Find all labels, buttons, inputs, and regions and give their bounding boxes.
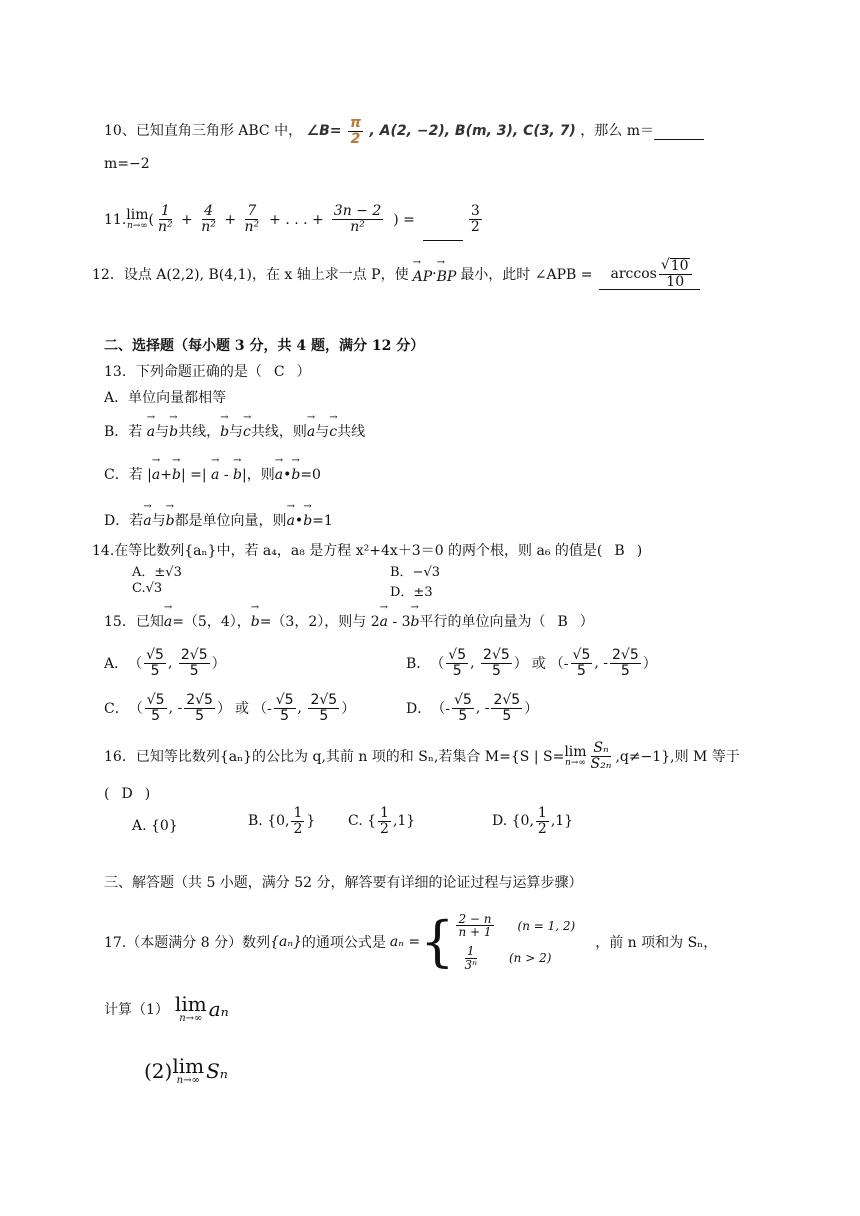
q11-term-3: $\frac{7}{\text{n²}}$: [244, 203, 260, 235]
q13-stem: 13．下列命题正确的是（ C ）: [104, 364, 311, 380]
q15-answer: B: [557, 614, 568, 630]
q16-limit: lim n→∞: [564, 743, 587, 768]
q11-answer: $\frac{3}{2}$: [470, 203, 480, 235]
q17-brace: {: [420, 910, 455, 973]
q17-part2: (2) lim n→∞ Sₙ: [144, 1054, 228, 1086]
q14-option-a: A．±√3: [132, 565, 182, 580]
q11-term-last: $\frac{3n - 2}{\text{n²}}$: [333, 203, 382, 235]
q16-option-b: B. {0, $\frac{1}{2}$ }: [248, 805, 316, 837]
q17-part1: 计算（1） lim n→∞ aₙ: [104, 992, 229, 1024]
q10-points: , A(2, −2), B(m, 3), C(3, 7): [369, 123, 576, 140]
q15-option-b: B． （ $\frac{√5}{5}$ , $\frac{2√5}{5}$ ） 或 （- $\frac{√5}{5}$ , - $\frac{2√5}{5}$ ）: [406, 647, 657, 679]
q13-option-b: B．若 → a与→ b共线，→ b与→ c共线，则→ a与→ c共线: [104, 418, 365, 441]
q13-option-a: A．单位向量都相等: [104, 390, 227, 406]
q15-option-a: A． （ $\frac{√5}{5}$ , $\frac{2√5}{5}$ ）: [104, 647, 226, 679]
q10-pi-fraction: $\frac{\pi}{2}$: [349, 115, 362, 147]
q12-vector-bp: → BP: [437, 263, 457, 285]
q16-answer-line: ( D ): [104, 786, 151, 802]
q15-stem: 15．已知→ a=（5，4），→ b=（3，2），则与 2→ a - 3→ b平行的单位向量为（ B ）: [104, 608, 594, 631]
q14-stem: 14.在等比数列{aₙ}中，若 a₄，a₈ 是方程 x²+4x＋3＝0 的两个根，则 a₆ 的值是( B ): [92, 543, 643, 559]
q14-option-b: B．−√3: [390, 565, 441, 580]
q10-answer: m=−2: [104, 156, 150, 172]
q11-limit: lim n→∞: [126, 207, 149, 231]
q10-angle: ∠B=: [306, 123, 342, 140]
q11-line: 11. lim n→∞ ( $\frac{1}{\text{n²}}$ + $\frac{4}{\text{n²}}$ + $\frac{7}{\text{n²}}$ + . . . + $\frac{3n - 2}{\text{n²}}$ ) = $\frac{3}{2}$: [104, 198, 484, 241]
q16-option-c: C. { $\frac{1}{2}$ ,1}: [348, 805, 416, 837]
q13-option-d: D．若→ a与→ b都是单位向量，则→ a•→ b=1: [104, 507, 333, 530]
q13-option-c: C．若 |→ a+→ b| =| → a - → b|，则→ a•→ b=0: [104, 461, 321, 484]
q16-answer: D: [121, 786, 133, 802]
q11-term-2: $\frac{4}{\text{n²}}$: [201, 203, 216, 235]
q12-answer: arccos √ 10 10: [599, 258, 700, 290]
q16-option-a: A. {0}: [132, 818, 178, 834]
q15-option-d: D． （- $\frac{√5}{5}$ , - $\frac{2√5}{5}$ ）: [406, 692, 539, 724]
q11-term-1: $\frac{1}{\text{n²}}$: [157, 203, 173, 235]
q11-blank: [423, 224, 463, 241]
q12-line: 12．设点 A(2,2), B(4,1)，在 x 轴上求一点 P，使 → AP · → BP 最小，此时 ∠APB = arccos √ 10 10: [92, 258, 700, 290]
q14-option-c: C.√3: [132, 581, 163, 596]
q13-answer: C: [273, 364, 285, 380]
section-3-heading: 三、解答题（共 5 小题，满分 52 分，解答要有详细的论证过程与运算步骤）: [104, 875, 583, 891]
q10-blank: [654, 123, 704, 140]
q14-answer: B: [614, 543, 625, 559]
q12-vector-ap: → AP: [413, 263, 433, 285]
q15-option-c: C． （ $\frac{√5}{5}$ , - $\frac{2√5}{5}$ ） 或 （- $\frac{√5}{5}$ , $\frac{2√5}{5}$ ）: [104, 692, 356, 724]
section-2-heading: 二、选择题（每小题 3 分，共 4 题，满分 12 分）: [104, 338, 425, 354]
q16-option-d: D. {0, $\frac{1}{2}$ ,1}: [492, 805, 574, 837]
q10-line: 10、已知直角三角形 ABC 中， ∠B= $\frac{\pi}{2}$ , A(2, −2), B(m, 3), C(3, 7) ，那么 m＝: [104, 116, 704, 146]
q17-stem: 17.（本题满分 8 分）数列 {aₙ} 的通项公式是 aₙ = { $\frac{2 - n}{n + 1}$ (n = 1, 2) $\frac{1}{\text{3ⁿ}}$ (n > 2) ，前 n 项和为 Sₙ，: [104, 910, 718, 973]
q14-option-d: D．±3: [390, 585, 433, 600]
q16-stem: 16．已知等比数列{aₙ}的公比为 q,其前 n 项的和 Sₙ,若集合 M={S | S= lim n→∞ $\frac{\text{Sₙ}}{\text{S₂ₙ}}$ ,q≠−1},则 M 等于: [104, 740, 740, 772]
